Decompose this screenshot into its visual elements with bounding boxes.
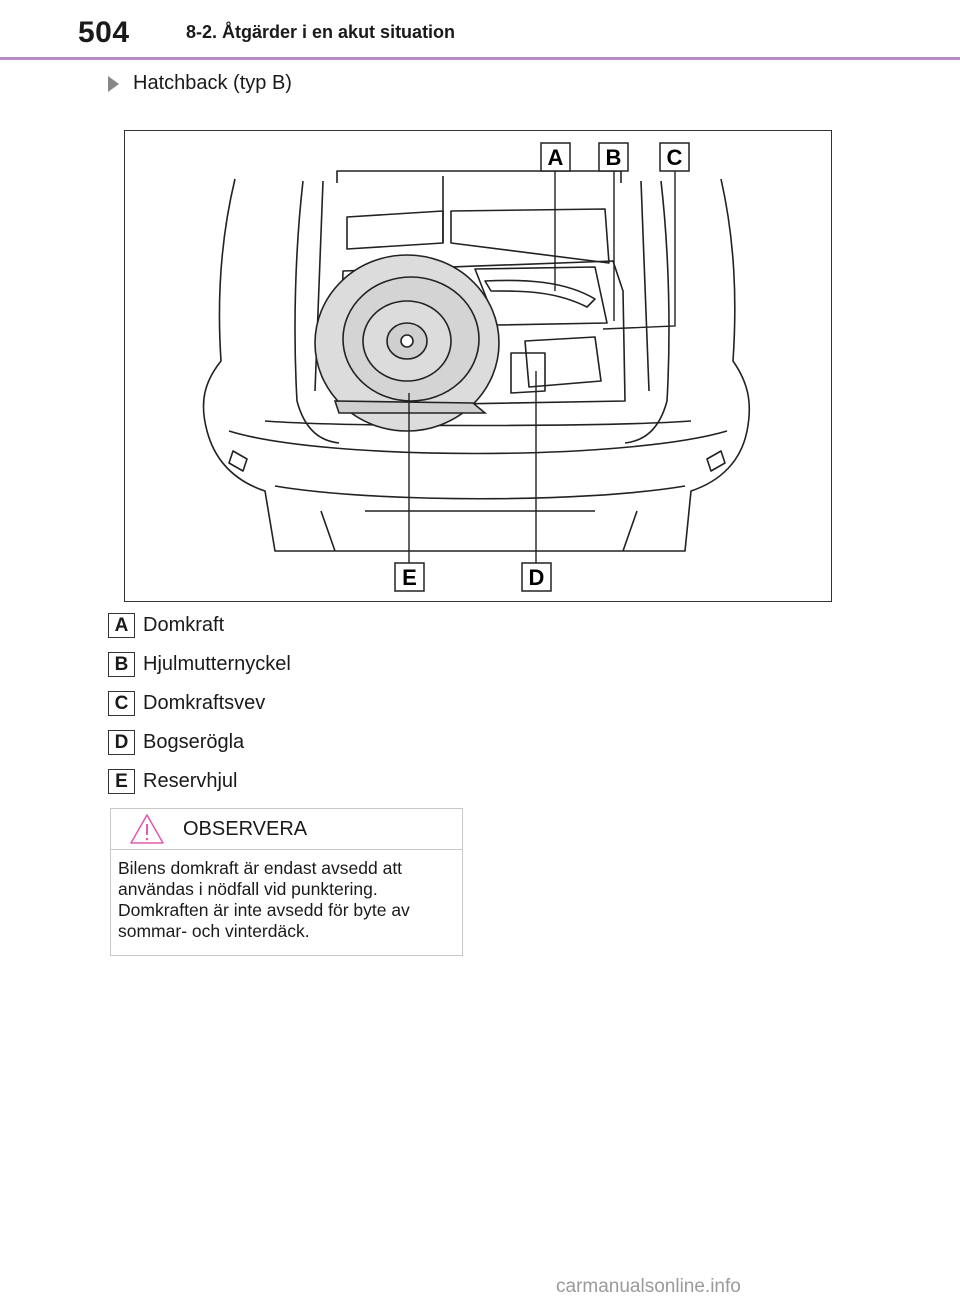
legend-letter: C: [108, 691, 135, 716]
subheading-text: Hatchback (typ B): [133, 72, 292, 94]
subheading: [108, 72, 292, 95]
legend-item: [108, 723, 291, 762]
callout-c: C: [666, 145, 683, 170]
legend-list: [108, 606, 291, 801]
watermark: carmanualsonline.info: [556, 1276, 741, 1297]
legend-label: Bogserögla: [143, 731, 245, 753]
legend-letter: E: [108, 769, 135, 794]
header-rule: [0, 57, 960, 60]
legend-label: Reservhjul: [143, 770, 238, 792]
section-title: 8-2. Åtgärder i en akut situation: [186, 22, 456, 42]
notice-box: [110, 808, 463, 956]
notice-title: OBSERVERA: [183, 817, 308, 840]
warning-triangle-icon: [129, 813, 165, 845]
legend-letter: A: [108, 613, 135, 638]
legend-label: Domkraft: [143, 614, 225, 636]
callout-e: E: [402, 565, 417, 590]
notice-header: [111, 809, 462, 850]
page-number: 504: [78, 16, 130, 49]
legend-label: Hjulmutternyckel: [143, 653, 291, 675]
legend-item: [108, 762, 291, 801]
legend-item: [108, 684, 291, 723]
bullet-triangle-icon: [108, 76, 119, 92]
legend-label: Domkraftsvev: [143, 692, 266, 714]
callout-d: D: [528, 565, 545, 590]
trunk-illustration: [124, 130, 832, 602]
callout-b: B: [605, 145, 622, 170]
legend-letter: D: [108, 730, 135, 755]
notice-body: Bilens domkraft är endast avsedd att användas i nödfall vid punktering. Domkraften är inte avsedd för byte av sommar- och vinterdäck.: [118, 858, 410, 941]
legend-item: [108, 606, 291, 645]
trunk-drawing: [125, 131, 830, 600]
legend-item: [108, 645, 291, 684]
callout-a: A: [547, 145, 564, 170]
legend-letter: B: [108, 652, 135, 677]
